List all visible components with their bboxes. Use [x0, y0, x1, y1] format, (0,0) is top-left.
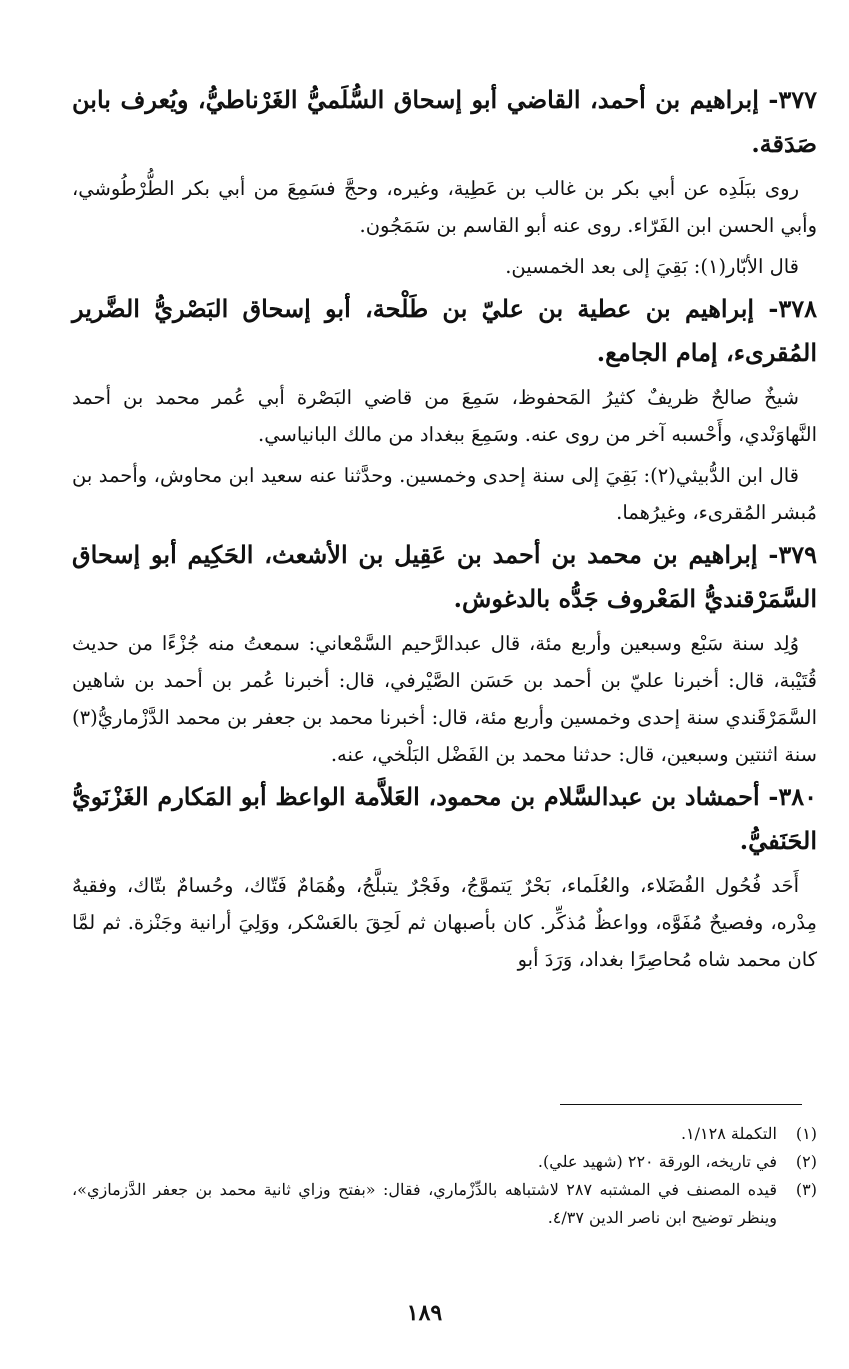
footnote-text: في تاريخه، الورقة ٢٢٠ (شهيد علي).	[537, 1152, 777, 1171]
entry-paragraph: قال الأبّار(١): بَقِيَ إلى بعد الخمسين.	[505, 255, 799, 278]
footnote-number: (٢)	[795, 1152, 817, 1171]
biography-entry-378	[72, 287, 817, 531]
footnote-number: (١)	[795, 1124, 817, 1143]
footnote-item	[72, 1148, 817, 1176]
footnote-text: قيده المصنف في المشتبه ٢٨٧ لاشتباهه بالدِّزْماري، فقال: «بفتح وزاي ثانية محمد بن جعفر الدَّزمازي»، وينظر توضيح ابن ناصر الدين ٤/٣٧.	[72, 1180, 778, 1227]
entry-paragraph: روى ببَلَدِه عن أبي بكر بن غالب بن عَطِية، وغيره، وحجَّ فسَمِعَ من أبي بكر الطُّرْطُوشي، وأبي الحسن ابن الفَرّاء. روى عنه أبو القاسم بن سَمَجُون.	[72, 177, 817, 237]
footnote-separator	[560, 1104, 802, 1105]
biography-entry-379	[72, 533, 817, 773]
biography-entry-380	[72, 775, 817, 978]
footnotes	[72, 1120, 817, 1232]
entry-paragraph: وُلِد سنة سَبْع وسبعين وأربع مئة، قال عبدالرَّحيم السَّمْعاني: سمعتُ منه جُزْءًا من حديث قُتَيْبة، قال: أخبرنا عليّ بن أحمد بن حَسَن الصَّيْرفي، قال: أخبرنا عُمر بن أحمد بن شاهين السَّمَرْقَندي سنة إحدى وخمسين وأربع مئة، قال: أخبرنا محمد بن جعفر بن محمد الدَّزْماريُّ(٣) سنة اثنتين وسبعين، قال: حدثنا محمد بن الفَضْل البَلْخي، عنه.	[72, 632, 817, 766]
entry-heading: ٣٨٠- أحمشاد بن عبدالسَّلام بن محمود، العَلاَّمة الواعظ أبو المَكارم الغَزْنَويُّ الحَنَفيُّ.	[72, 782, 817, 855]
entry-paragraph: قال ابن الدُّبيثي(٢): بَقِيَ إلى سنة إحدى وخمسين. وحدَّثنا عنه سعيد ابن محاوش، وأحمد بن مُبشر المُقرىء، وغيرُهما.	[72, 464, 817, 524]
footnote-text: التكملة ١/١٢٨.	[680, 1124, 777, 1143]
footnote-item	[72, 1176, 817, 1232]
entry-heading: ٣٧٧- إبراهيم بن أحمد، القاضي أبو إسحاق السُّلَميُّ الغَرْناطيُّ، ويُعرف بابن صَدَقة.	[72, 85, 817, 158]
page-number: ١٨٩	[406, 1300, 443, 1326]
biography-entry-377	[72, 78, 817, 285]
footnote-number: (٣)	[795, 1180, 817, 1199]
footnote-item	[72, 1120, 817, 1148]
entry-heading: ٣٧٨- إبراهيم بن عطية بن عليّ بن طَلْحة، أبو إسحاق البَصْريُّ الضَّرير المُقرىء، إمام الجامع.	[72, 294, 817, 367]
entry-paragraph: شيخٌ صالحٌ ظريفٌ كثيرُ المَحفوظ، سَمِعَ من قاضي البَصْرة أبي عُمر محمد بن أحمد النَّهاوَنْدي، وأَحْسبه آخر من روى عنه. وسَمِعَ ببغداد من مالك البانياسي.	[72, 386, 817, 446]
entry-heading: ٣٧٩- إبراهيم بن محمد بن أحمد بن عَقِيل بن الأشعث، الحَكِيم أبو إسحاق السَّمَرْقنديُّ المَعْروف جَدُّه بالدغوش.	[72, 540, 817, 613]
entry-paragraph: أَحَد فُحُول الفُضَلاء، والعُلَماء، بَحْرٌ يَتموَّجُ، وفَجْرٌ يتبلَّجُ، وهُمَامٌ فَتّاك، وحُسامٌ بتّاك، وفقيهٌ مِدْره، وفصيحٌ مُفَوَّه، وواعظٌ مُذكِّر. كان بأصبهان ثم لَحِقَ بالعَسْكر، ووَلِيَ أرانية وجَنْزة. ثم لمَّا كان محمد شاه مُحاصِرًا بغداد، وَرَدَ أبو	[72, 874, 817, 971]
